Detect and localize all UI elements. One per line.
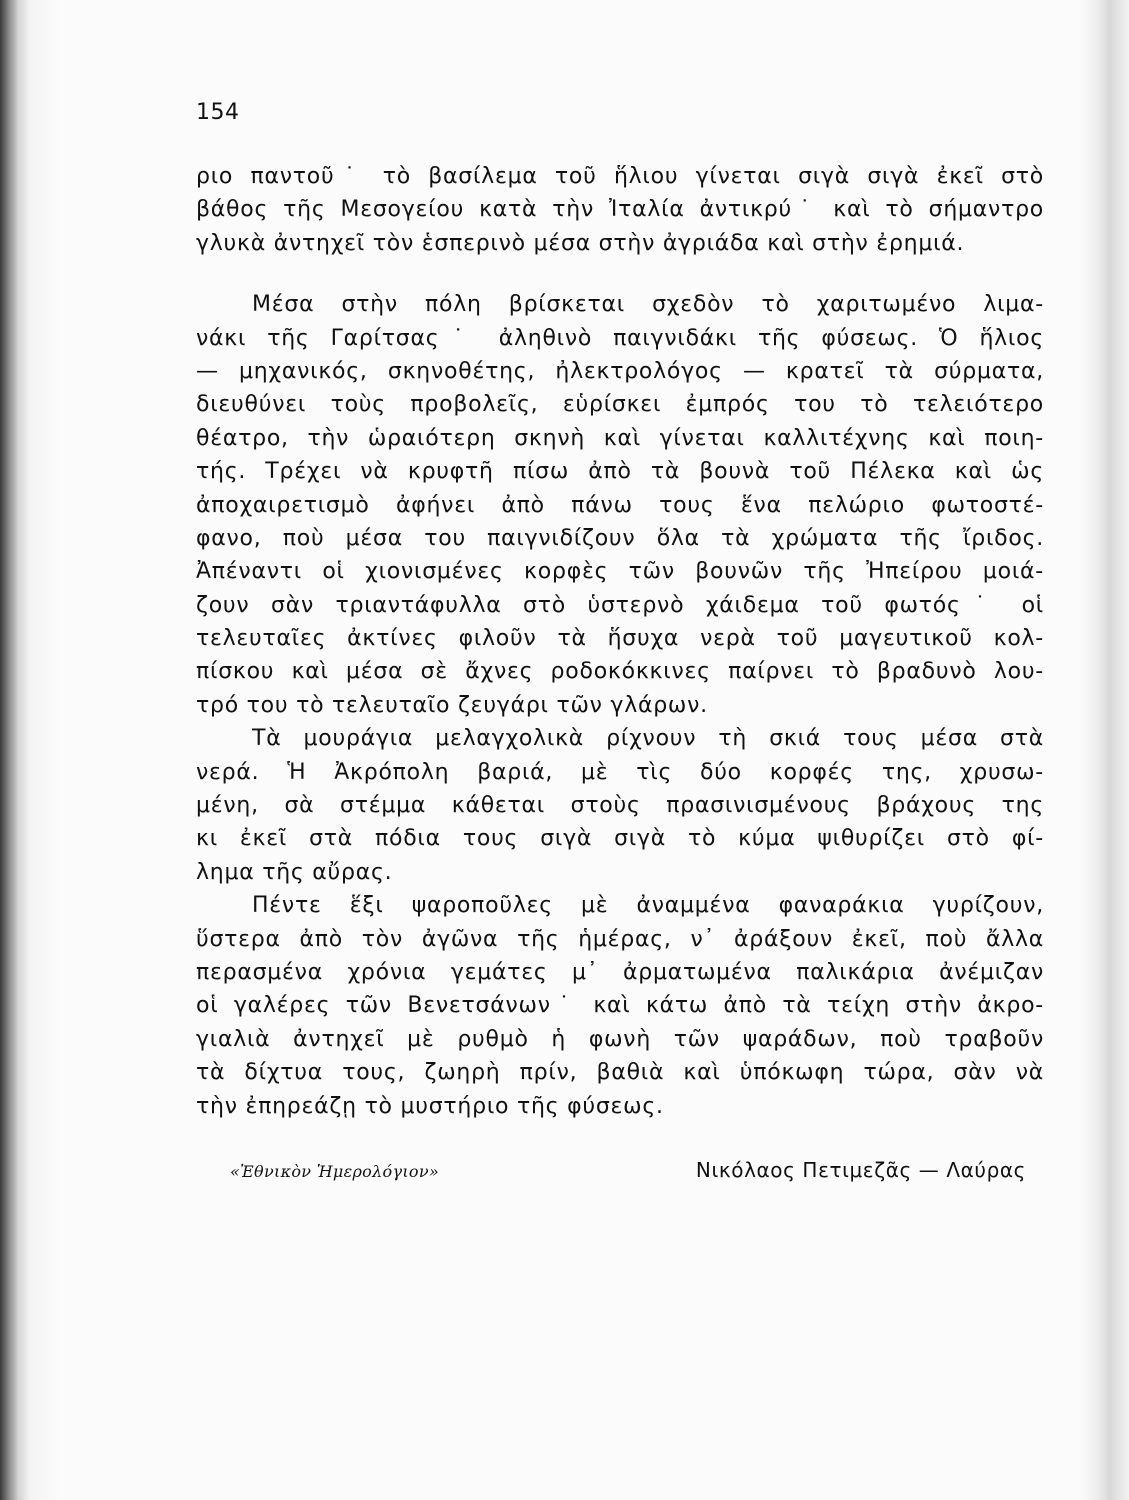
text-line: κι ἐκεῖ στὰ πόδια τους σιγὰ σιγὰ τὸ κύμα ψιθυρίζει στὸ φί- <box>196 826 1044 852</box>
text-line: λημα τῆς αὔρας. <box>196 859 393 885</box>
paragraph <box>196 889 1044 1123</box>
text-line: ζουν σὰν τριαντάφυλλα στὸ ὑστερνὸ χάιδεμα τοῦ φωτός˙ οἱ <box>196 592 1044 618</box>
paragraph-spacer <box>196 260 1044 288</box>
text-line: τὴν ἐπηρεάζῃ τὸ μυστήριο τῆς φύσεως. <box>196 1093 664 1119</box>
text-line: Μέσα στὴν πόλη βρίσκεται σχεδὸν τὸ χαριτωμένο λιμα- <box>252 292 1044 318</box>
text-line: νερά. Ἡ Ἀκρόπολη βαριά, μὲ τὶς δύο κορφές της, χρυσω- <box>196 759 1044 785</box>
text-line: τὰ δίχτυα τους, ζωηρὴ πρίν, βαθιὰ καὶ ὑπόκωφη τώρα, σὰν νὰ <box>196 1060 1044 1086</box>
body-text <box>196 160 1044 1123</box>
text-line: γλυκὰ ἀντηχεῖ τὸν ἑσπερινὸ μέσα στὴν ἀγριάδα καὶ στὴν ἐρημιά. <box>196 230 965 256</box>
page-edge-shadow <box>0 0 18 1500</box>
text-line: — μηχανικός, σκηνοθέτης, ἠλεκτρολόγος — κρατεῖ τὰ σύρματα, <box>196 358 1044 384</box>
text-line: Πέντε ἕξι ψαροποῦλες μὲ ἀναμμένα φαναράκια γυρίζουν, <box>252 893 1044 919</box>
page-number: 154 <box>196 100 240 125</box>
source-citation: «Ἐθνικὸν Ἡμερολόγιον» <box>230 1162 439 1181</box>
text-line: ὕστερα ἀπὸ τὸν ἀγῶνα τῆς ἡμέρας, ν᾽ ἀράξουν ἐκεῖ, ποὺ ἄλλα <box>196 926 1044 952</box>
text-line: πίσκου καὶ μέσα σὲ ἄχνες ροδοκόκκινες παίρνει τὸ βραδυνὸ λου- <box>196 659 1044 685</box>
text-line: οἱ γαλέρες τῶν Βενετσάνων˙ καὶ κάτω ἀπὸ τὰ τείχη στὴν ἀκρο- <box>196 993 1044 1019</box>
text-line: τελευταῖες ἀκτίνες φιλοῦν τὰ ἥσυχα νερὰ τοῦ μαγευτικοῦ κολ- <box>196 626 1044 652</box>
text-line: ριο παντοῦ˙ τὸ βασίλεμα τοῦ ἥλιου γίνεται σιγὰ σιγὰ ἐκεῖ στὸ <box>196 164 1044 189</box>
text-line: ἀποχαιρετισμὸ ἀφήνει ἀπὸ πάνω τους ἕνα πελώριο φωτοστέ- <box>196 492 1044 518</box>
text-line: τής. Τρέχει νὰ κρυφτῆ πίσω ἀπὸ τὰ βουνὰ τοῦ Πέλεκα καὶ ὡς <box>196 459 1044 485</box>
text-line: μένη, σὰ στέμμα κάθεται στοὺς πρασινισμένους βράχους της <box>196 793 1044 819</box>
text-line: τρό του τὸ τελευταῖο ζευγάρι τῶν γλάρων. <box>196 692 708 718</box>
text-line: νάκι τῆς Γαρίτσας˙ ἀληθινὸ παιγνιδάκι τῆς φύσεως. Ὁ ἥλιος <box>196 325 1044 351</box>
author-name: Νικόλαος Πετιμεζᾶς — Λαύρας <box>695 1158 1026 1182</box>
text-line: γιαλιὰ ἀντηχεῖ μὲ ρυθμὸ ἡ φωνὴ τῶν ψαράδων, ποὺ τραβοῦν <box>196 1026 1044 1052</box>
paragraph <box>196 288 1044 722</box>
text-line: περασμένα χρόνια γεμάτες μ᾽ ἀρματωμένα παλικάρια ἀνέμιζαν <box>196 959 1044 985</box>
paragraph <box>196 160 1044 260</box>
text-line: θέατρο, τὴν ὡραιότερη σκηνὴ καὶ γίνεται καλλιτέχνης καὶ ποιη- <box>196 425 1044 451</box>
paragraph <box>196 722 1044 889</box>
text-line: Τὰ μουράγια μελαγχολικὰ ρίχνουν τὴ σκιά τους μέσα στὰ <box>252 726 1044 752</box>
text-line: διευθύνει τοὺς προβολεῖς, εὑρίσκει ἐμπρός του τὸ τελειότερο <box>196 392 1044 418</box>
text-line: βάθος τῆς Μεσογείου κατὰ τὴν Ἰταλία ἀντικρύ˙ καὶ τὸ σήμαντρο <box>196 197 1044 223</box>
text-line: Ἀπέναντι οἱ χιονισμένες κορφὲς τῶν βουνῶν τῆς Ἠπείρου μοιά- <box>196 559 1044 585</box>
text-line: φανο, ποὺ μέσα του παιγνιδίζουν ὅλα τὰ χρώματα τῆς ἴριδος. <box>196 525 1044 551</box>
attribution <box>230 1158 1026 1182</box>
